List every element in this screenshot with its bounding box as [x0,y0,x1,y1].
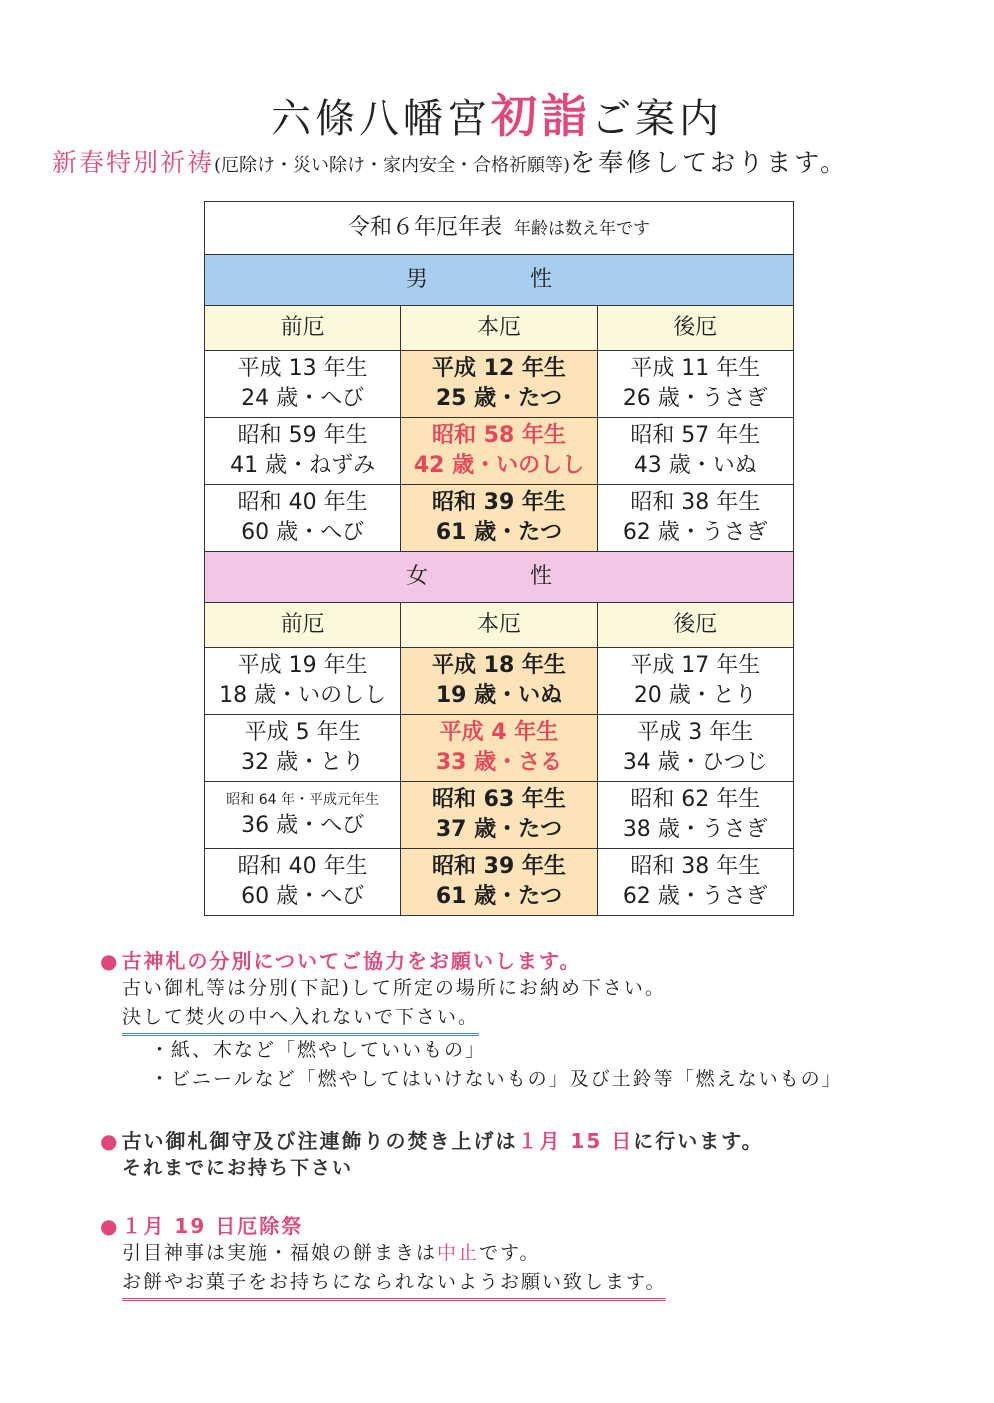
title-suffix: ご案内 [591,96,723,142]
year-text: 平成 18 年生 [432,653,566,678]
yakudoshi-table [204,201,794,916]
age-text: 24 歳・へび [241,386,365,411]
header-maeyaku: 前厄 [205,306,401,351]
header-maeyaku: 前厄 [205,603,401,648]
year-text: 平成 19 年生 [237,653,368,678]
maeyaku-cell [205,351,401,418]
age-text: 43 歳・いぬ [633,453,757,478]
age-text: 19 歳・いぬ [435,683,563,708]
age-text: 32 歳・とり [241,750,365,775]
year-text: 平成 13 年生 [237,356,368,381]
year-text: 昭和 57 年生 [630,423,761,448]
year-text: 昭和 38 年生 [630,490,761,515]
men-label: 男 性 [205,255,794,306]
year-text: 平成 4 年生 [439,720,559,745]
title-main: 六條八幡宮 [271,96,491,142]
women-header-row [205,603,794,648]
women-label: 女 性 [205,552,794,603]
age-text: 36 歳・へび [241,813,365,838]
honyaku-cell [401,351,597,418]
subtitle [52,143,952,179]
header-honyaku: 本厄 [401,603,597,648]
title-highlight: 初詣 [491,89,591,143]
age-text: 26 歳・うさぎ [622,386,768,411]
maeyaku-cell [205,648,401,715]
men-band [205,255,794,306]
honyaku-cell [401,648,597,715]
note-request-text: お餅やお菓子をお持ちになられないようお願い致します。 [122,1268,666,1301]
maeyaku-cell [205,849,401,916]
year-text: 昭和 39 年生 [432,490,566,515]
honyaku-cell [401,849,597,916]
note-bullet: ・ビニールなど「燃やしてはいけないもの」及び土鈴等「燃えないもの」 [150,1068,843,1090]
age-text: 34 歳・ひつじ [622,750,768,775]
table-row [205,351,794,418]
age-text: 42 歳・いのしし [413,453,585,478]
note-heading [100,1125,764,1154]
bullet-dot-icon: ● [100,1129,120,1153]
table-row [205,485,794,552]
table-note: 年齢は数え年です [514,218,650,239]
subtitle-lead: 新春特別祈祷 [52,148,215,177]
table-row [205,418,794,485]
honyaku-cell-taiyaku [401,715,597,782]
note-line [122,1239,666,1268]
age-text: 62 歳・うさぎ [622,520,768,545]
year-text: 昭和 40 年生 [237,490,368,515]
atoyaku-cell [597,648,793,715]
header-atoyaku: 後厄 [597,603,793,648]
note-heading-text: １月 19 日厄除祭 [121,1214,304,1238]
honyaku-cell-taiyaku [401,418,597,485]
header-atoyaku: 後厄 [597,306,793,351]
table-row [205,782,794,849]
maeyaku-cell [205,418,401,485]
note-date: １月 15 日 [517,1129,634,1153]
table-title: 令和６年厄年表 [347,214,502,240]
note-heading [100,945,843,974]
age-text: 25 歳・たつ [435,386,563,411]
year-text: 昭和 64 年・平成元年生 [226,792,380,808]
year-text: 昭和 39 年生 [432,854,566,879]
atoyaku-cell [597,782,793,849]
maeyaku-cell [205,485,401,552]
year-text: 平成 12 年生 [432,356,566,381]
honyaku-cell [401,485,597,552]
note-heading-text: 古い御札御守及び注連飾りの焚き上げは [121,1129,518,1153]
year-text: 平成 17 年生 [630,653,761,678]
note-text: です。 [479,1242,541,1264]
age-text: 41 歳・ねずみ [230,453,376,478]
note-ofuda-sorting [100,945,843,1094]
year-text: 昭和 38 年生 [630,854,761,879]
age-text: 61 歳・たつ [435,520,563,545]
age-text: 61 歳・たつ [435,884,563,909]
women-band [205,552,794,603]
age-text: 33 歳・さる [435,750,563,775]
honyaku-cell [401,782,597,849]
note-warning-text: 決して焚火の中へ入れないで下さい。 [122,1003,479,1036]
table-title-cell [205,202,794,255]
note-line: 古い御札等は分別(下記)して所定の場所にお納め下さい。 [122,977,666,999]
age-text: 60 歳・へび [241,884,365,909]
table-row [205,715,794,782]
page-title [0,80,994,146]
subtitle-rest: を奉修しております。 [570,148,849,177]
men-header-row [205,306,794,351]
year-text: 昭和 58 年生 [432,423,566,448]
note-heading-text: 古神札の分別についてご協力をお願いします。 [121,949,582,973]
year-text: 昭和 62 年生 [630,787,761,812]
age-text: 18 歳・いのしし [219,683,387,708]
maeyaku-cell [205,782,401,849]
year-text: 平成 3 年生 [637,720,754,745]
bullet-dot-icon: ● [100,949,120,973]
age-text: 62 歳・うさぎ [622,884,768,909]
note-line: それまでにお持ち下さい [122,1157,354,1179]
note-heading-text: に行います。 [633,1129,764,1153]
table-row [205,648,794,715]
note-yakuyoke-festival [100,1210,666,1301]
atoyaku-cell [597,418,793,485]
bullet-dot-icon: ● [100,1214,120,1238]
atoyaku-cell [597,715,793,782]
atoyaku-cell [597,351,793,418]
age-text: 60 歳・へび [241,520,365,545]
atoyaku-cell [597,849,793,916]
atoyaku-cell [597,485,793,552]
subtitle-paren: (厄除け・災い除け・家内安全・合格祈願等) [214,155,571,176]
year-text: 昭和 63 年生 [432,787,566,812]
year-text: 平成 5 年生 [244,720,361,745]
note-line-request [122,1268,666,1301]
year-text: 昭和 59 年生 [237,423,368,448]
note-otakiage [100,1125,764,1183]
note-heading [100,1210,666,1239]
age-text: 20 歳・とり [633,683,757,708]
year-text: 昭和 40 年生 [237,854,368,879]
age-text: 38 歳・うさぎ [622,817,768,842]
note-bullet: ・紙、木など「燃やしていいもの」 [150,1039,487,1061]
maeyaku-cell [205,715,401,782]
table-title-row [205,202,794,255]
note-line-warning [122,1003,843,1036]
table-row [205,849,794,916]
note-text: 引目神事は実施・福娘の餅まきは [122,1242,438,1264]
age-text: 37 歳・たつ [435,817,563,842]
note-cancelled: 中止 [437,1242,480,1264]
header-honyaku: 本厄 [401,306,597,351]
year-text: 平成 11 年生 [630,356,761,381]
